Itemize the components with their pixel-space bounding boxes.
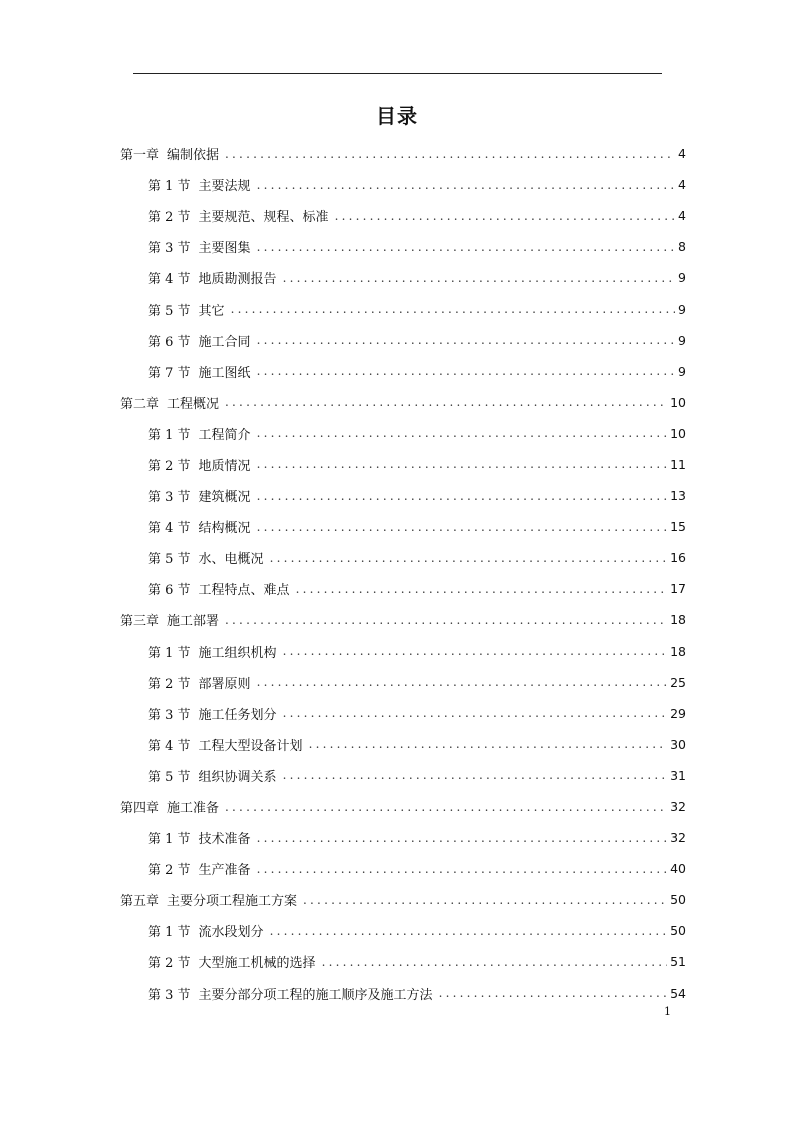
toc-entry-number: 第 2 节 [148, 676, 191, 692]
toc-entry-number: 第五章 [120, 894, 160, 910]
toc-section-entry[interactable] [120, 636, 686, 667]
toc-entry-label [148, 455, 251, 474]
toc-entry-page: 9 [678, 270, 686, 286]
toc-entry-label [148, 952, 316, 971]
toc-entry-label [120, 144, 219, 163]
toc-chapter-entry[interactable] [120, 791, 686, 822]
toc-entry-page: 25 [670, 674, 686, 690]
toc-entry-page: 32 [670, 830, 686, 846]
toc-entry-number: 第 4 节 [148, 521, 191, 537]
toc-entry-label [120, 797, 219, 816]
toc-entry-page: 11 [670, 456, 686, 472]
toc-entry-label [148, 548, 264, 567]
toc-entry-number: 第一章 [120, 148, 160, 164]
toc-entry-label [148, 331, 251, 350]
toc-entry-title: 主要规范、规程、标准 [198, 210, 329, 226]
toc-dot-leader [257, 675, 668, 689]
toc-entry-title: 部署原则 [198, 676, 251, 692]
toc-section-entry[interactable] [120, 169, 686, 200]
toc-entry-label [148, 175, 251, 194]
toc-dot-leader [309, 737, 668, 751]
toc-entry-title: 工程特点、难点 [198, 583, 290, 599]
toc-dot-leader [225, 147, 675, 161]
toc-entry-page: 15 [670, 519, 686, 535]
toc-chapter-entry[interactable] [120, 884, 686, 915]
toc-dot-leader [225, 395, 667, 409]
toc-dot-leader [257, 333, 675, 347]
toc-section-entry[interactable] [120, 978, 686, 1009]
toc-section-entry[interactable] [120, 542, 686, 573]
toc-entry-title: 编制依据 [167, 148, 220, 164]
toc-entry-number: 第 1 节 [148, 832, 191, 848]
toc-entry-label [148, 300, 225, 319]
toc-entry-number: 第 3 节 [148, 987, 191, 1003]
toc-entry-label [148, 642, 277, 661]
toc-entry-page: 31 [670, 767, 686, 783]
toc-entry-label [148, 704, 277, 723]
toc-dot-leader [303, 893, 667, 907]
toc-entry-title: 技术准备 [198, 832, 251, 848]
toc-entry-title: 水、电概况 [198, 552, 264, 568]
toc-entry-title: 组织协调关系 [198, 769, 277, 785]
header-rule [133, 73, 662, 74]
toc-entry-label [148, 486, 251, 505]
toc-section-entry[interactable] [120, 573, 686, 604]
toc-dot-leader [257, 862, 668, 876]
toc-entry-title: 流水段划分 [198, 925, 264, 941]
toc-entry-title: 其它 [198, 303, 225, 319]
toc-section-entry[interactable] [120, 511, 686, 542]
toc-entry-number: 第 1 节 [148, 179, 191, 195]
toc-section-entry[interactable] [120, 200, 686, 231]
toc-entry-number: 第二章 [120, 396, 160, 412]
toc-entry-number: 第 5 节 [148, 303, 191, 319]
toc-entry-label [148, 424, 251, 443]
toc-entry-page: 50 [670, 923, 686, 939]
toc-entry-title: 施工任务划分 [198, 707, 277, 723]
toc-dot-leader [231, 302, 675, 316]
toc-entry-number: 第 3 节 [148, 241, 191, 257]
toc-entry-title: 大型施工机械的选择 [198, 956, 316, 972]
toc-entry-title: 工程简介 [198, 427, 251, 443]
toc-entry-title: 施工组织机构 [198, 645, 277, 661]
toc-section-entry[interactable] [120, 418, 686, 449]
page-number: 1 [664, 1005, 671, 1018]
toc-section-entry[interactable] [120, 356, 686, 387]
toc-entry-label [120, 610, 219, 629]
toc-entry-title: 地质勘测报告 [198, 272, 277, 288]
toc-section-entry[interactable] [120, 449, 686, 480]
toc-entry-title: 结构概况 [198, 521, 251, 537]
toc-dot-leader [283, 644, 668, 658]
toc-dot-leader [257, 457, 668, 471]
toc-entry-title: 施工准备 [167, 801, 220, 817]
toc-section-entry[interactable] [120, 729, 686, 760]
toc-entry-page: 32 [670, 799, 686, 815]
toc-entry-label [148, 673, 251, 692]
toc-dot-leader [439, 986, 668, 1000]
toc-entry-title: 工程概况 [167, 396, 220, 412]
toc-entry-page: 8 [678, 239, 686, 255]
toc-section-entry[interactable] [120, 853, 686, 884]
toc-entry-page: 51 [670, 954, 686, 970]
toc-entry-number: 第 4 节 [148, 738, 191, 754]
toc-section-entry[interactable] [120, 262, 686, 293]
toc-entry-number: 第 1 节 [148, 645, 191, 661]
toc-dot-leader [270, 924, 668, 938]
toc-entry-page: 10 [670, 425, 686, 441]
page-title: 目录 [376, 104, 418, 128]
toc-entry-label [148, 828, 251, 847]
toc-entry-page: 9 [678, 363, 686, 379]
toc-dot-leader [283, 271, 675, 285]
toc-entry-number: 第 3 节 [148, 490, 191, 506]
toc-entry-title: 施工部署 [167, 614, 220, 630]
toc-entry-label [148, 579, 290, 598]
toc-section-entry[interactable] [120, 698, 686, 729]
toc-dot-leader [257, 489, 668, 503]
toc-entry-number: 第 7 节 [148, 365, 191, 381]
toc-entry-page: 4 [678, 208, 686, 224]
toc-section-entry[interactable] [120, 760, 686, 791]
toc-entry-label [120, 890, 297, 909]
toc-dot-leader [296, 582, 668, 596]
toc-entry-title: 主要图集 [198, 241, 251, 257]
toc-entry-page: 13 [670, 488, 686, 504]
table-of-contents [120, 138, 686, 1009]
toc-entry-label [148, 268, 277, 287]
toc-entry-number: 第 2 节 [148, 210, 191, 226]
toc-dot-leader [270, 551, 668, 565]
toc-section-entry[interactable] [120, 325, 686, 356]
toc-section-entry[interactable] [120, 946, 686, 977]
toc-dot-leader [283, 706, 668, 720]
toc-section-entry[interactable] [120, 293, 686, 324]
toc-entry-number: 第 5 节 [148, 769, 191, 785]
toc-entry-number: 第 2 节 [148, 458, 191, 474]
toc-dot-leader [322, 955, 668, 969]
toc-entry-label [148, 984, 433, 1003]
toc-entry-number: 第 6 节 [148, 583, 191, 599]
toc-entry-page: 18 [670, 643, 686, 659]
toc-chapter-entry[interactable] [120, 604, 686, 635]
toc-section-entry[interactable] [120, 822, 686, 853]
toc-entry-label [148, 859, 251, 878]
toc-entry-number: 第 3 节 [148, 707, 191, 723]
toc-dot-leader [283, 768, 668, 782]
toc-entry-page: 50 [670, 892, 686, 908]
toc-entry-page: 18 [670, 612, 686, 628]
toc-entry-page: 17 [670, 581, 686, 597]
toc-entry-number: 第 2 节 [148, 863, 191, 879]
toc-entry-label [148, 206, 329, 225]
toc-entry-number: 第四章 [120, 801, 160, 817]
toc-entry-label [148, 362, 251, 381]
toc-entry-page: 30 [670, 736, 686, 752]
toc-entry-page: 4 [678, 177, 686, 193]
toc-section-entry[interactable] [120, 231, 686, 262]
toc-entry-page: 9 [678, 332, 686, 348]
toc-entry-page: 4 [678, 146, 686, 162]
toc-entry-page: 54 [670, 985, 686, 1001]
toc-entry-number: 第 1 节 [148, 925, 191, 941]
toc-chapter-entry[interactable] [120, 387, 686, 418]
toc-entry-label [148, 517, 251, 536]
toc-entry-title: 施工合同 [198, 334, 251, 350]
toc-section-entry[interactable] [120, 667, 686, 698]
toc-dot-leader [257, 178, 675, 192]
toc-entry-page: 10 [670, 394, 686, 410]
toc-entry-title: 工程大型设备计划 [198, 738, 303, 754]
toc-entry-title: 主要法规 [198, 179, 251, 195]
toc-entry-title: 施工图纸 [198, 365, 251, 381]
toc-entry-title: 生产准备 [198, 863, 251, 879]
toc-section-entry[interactable] [120, 915, 686, 946]
toc-entry-number: 第 5 节 [148, 552, 191, 568]
toc-entry-title: 建筑概况 [198, 490, 251, 506]
toc-entry-number: 第 2 节 [148, 956, 191, 972]
toc-dot-leader [335, 209, 675, 223]
toc-entry-page: 16 [670, 550, 686, 566]
toc-entry-number: 第 1 节 [148, 427, 191, 443]
toc-entry-page: 29 [670, 705, 686, 721]
toc-entry-title: 主要分部分项工程的施工顺序及施工方法 [198, 987, 433, 1003]
toc-entry-title: 地质情况 [198, 458, 251, 474]
toc-dot-leader [257, 240, 675, 254]
toc-entry-number: 第 4 节 [148, 272, 191, 288]
toc-dot-leader [257, 831, 668, 845]
toc-entry-page: 9 [678, 301, 686, 317]
toc-entry-label [148, 237, 251, 256]
toc-entry-number: 第 6 节 [148, 334, 191, 350]
toc-entry-label [148, 921, 264, 940]
toc-chapter-entry[interactable] [120, 138, 686, 169]
toc-entry-title: 主要分项工程施工方案 [167, 894, 298, 910]
toc-entry-number: 第三章 [120, 614, 160, 630]
toc-dot-leader [257, 364, 675, 378]
toc-dot-leader [225, 800, 667, 814]
toc-entry-label [148, 766, 277, 785]
toc-entry-page: 40 [670, 861, 686, 877]
toc-section-entry[interactable] [120, 480, 686, 511]
toc-dot-leader [225, 613, 667, 627]
toc-dot-leader [257, 426, 668, 440]
toc-dot-leader [257, 520, 668, 534]
toc-entry-label [120, 393, 219, 412]
toc-entry-label [148, 735, 303, 754]
